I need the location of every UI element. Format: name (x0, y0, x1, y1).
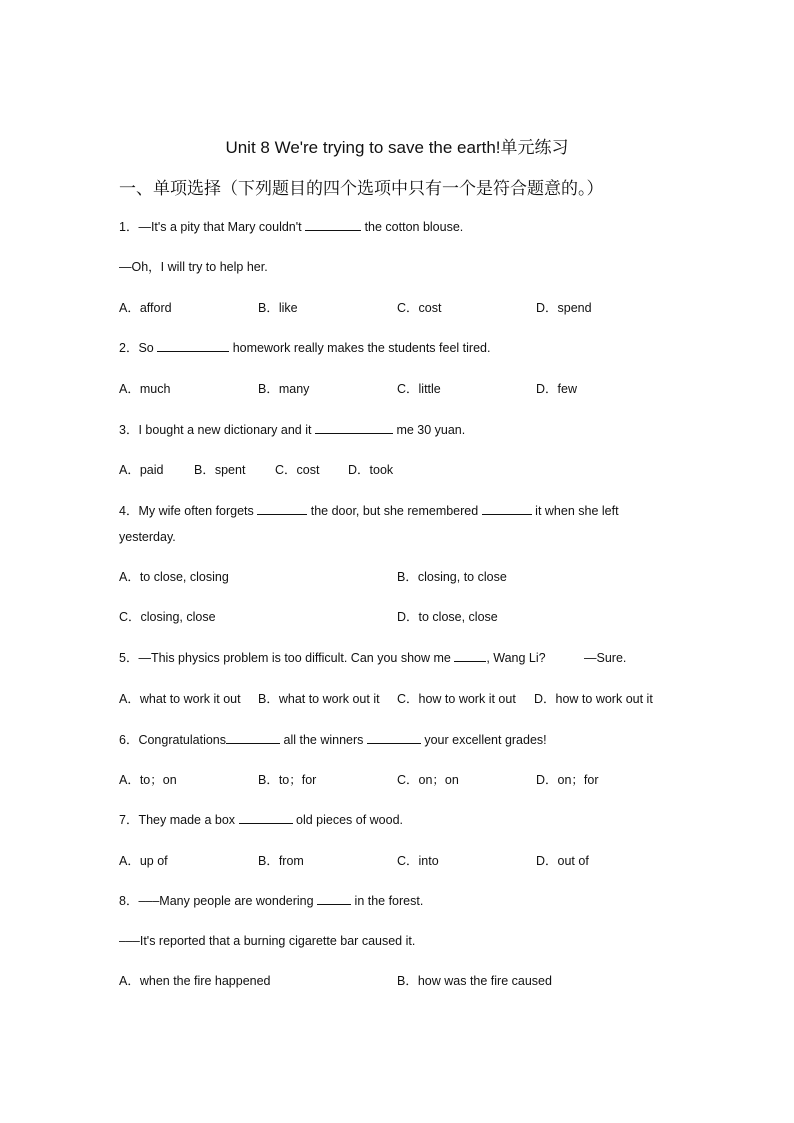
question-text: me 30 yuan. (392, 423, 466, 437)
option-a: A．up of (119, 854, 168, 868)
option-d: D．took (348, 463, 394, 477)
question-2 (119, 339, 490, 357)
question-text: 3．I bought a new dictionary and it (119, 423, 315, 437)
question-text: 6．Congratulations (119, 733, 227, 747)
question-1 (119, 218, 463, 236)
answer-blank (257, 502, 307, 515)
option-c: C．closing, close (119, 610, 216, 624)
option-c: C．into (397, 854, 439, 868)
question-4-continued: yesterday. (119, 530, 176, 544)
question-text: 1．—It's a pity that Mary couldn't (119, 220, 306, 234)
option-a: A．paid (119, 463, 164, 477)
question-text: old pieces of wood. (292, 813, 404, 827)
option-c: C．how to work it out (397, 692, 516, 706)
question-3 (119, 421, 465, 439)
option-a: A．to close, closing (119, 570, 229, 584)
question-1-reply: —Oh，I will try to help her. (119, 260, 268, 274)
question-text: the door, but she remembered (307, 504, 482, 518)
option-b: B．how was the fire caused (397, 974, 552, 988)
answer-blank (317, 892, 351, 905)
answer-blank (226, 731, 280, 744)
question-text: it when she left (531, 504, 619, 518)
option-b: B．like (258, 301, 298, 315)
question-text: 2．So (119, 341, 158, 355)
question-text: all the winners (280, 733, 367, 747)
answer-blank (315, 421, 393, 434)
question-text: 5．—This physics problem is too difficult. Can you show me (119, 651, 455, 665)
option-b: B．many (258, 382, 310, 396)
section-heading: 一、单项选择（下列题目的四个选项中只有一个是符合题意的。） (119, 179, 604, 198)
page-title: Unit 8 We're trying to save the earth!单元练习 (225, 138, 569, 157)
option-a: A．much (119, 382, 171, 396)
option-c: C．cost (397, 301, 442, 315)
option-a: A．when the fire happened (119, 974, 271, 988)
option-d: D．to close, close (397, 610, 498, 624)
option-b: B．closing, to close (397, 570, 507, 584)
question-text: , Wang Li? (486, 651, 546, 665)
option-d: D．few (536, 382, 577, 396)
question-6 (119, 731, 547, 749)
question-text: homework really makes the students feel tired. (229, 341, 491, 355)
answer-blank (454, 649, 486, 662)
answer-blank (305, 218, 361, 231)
question-8 (119, 892, 423, 910)
option-a: A．to；on (119, 773, 177, 787)
option-b: B．spent (194, 463, 246, 477)
question-text: in the forest. (351, 894, 424, 908)
question-text: 4．My wife often forgets (119, 504, 258, 518)
question-8-reply: –––It's reported that a burning cigarette bar caused it. (119, 934, 416, 948)
option-a: A．what to work it out (119, 692, 241, 706)
question-text: 8．–––Many people are wondering (119, 894, 318, 908)
answer-blank (157, 339, 229, 352)
question-text: 7．They made a box (119, 813, 239, 827)
option-d: D．out of (536, 854, 589, 868)
question-7 (119, 811, 403, 829)
option-c: C．cost (275, 463, 320, 477)
question-4 (119, 502, 619, 520)
question-5-reply: —Sure. (584, 651, 627, 665)
option-b: B．from (258, 854, 304, 868)
option-d: D．spend (536, 301, 592, 315)
question-text: the cotton blouse. (361, 220, 464, 234)
option-b: B．to；for (258, 773, 317, 787)
answer-blank (367, 731, 421, 744)
option-a: A．afford (119, 301, 172, 315)
answer-blank (482, 502, 532, 515)
option-c: C．little (397, 382, 441, 396)
question-text: your excellent grades! (420, 733, 547, 747)
question-5 (119, 649, 546, 667)
option-d: D．on；for (536, 773, 599, 787)
option-c: C．on；on (397, 773, 459, 787)
answer-blank (239, 811, 293, 824)
option-d: D．how to work out it (534, 692, 653, 706)
option-b: B．what to work out it (258, 692, 380, 706)
